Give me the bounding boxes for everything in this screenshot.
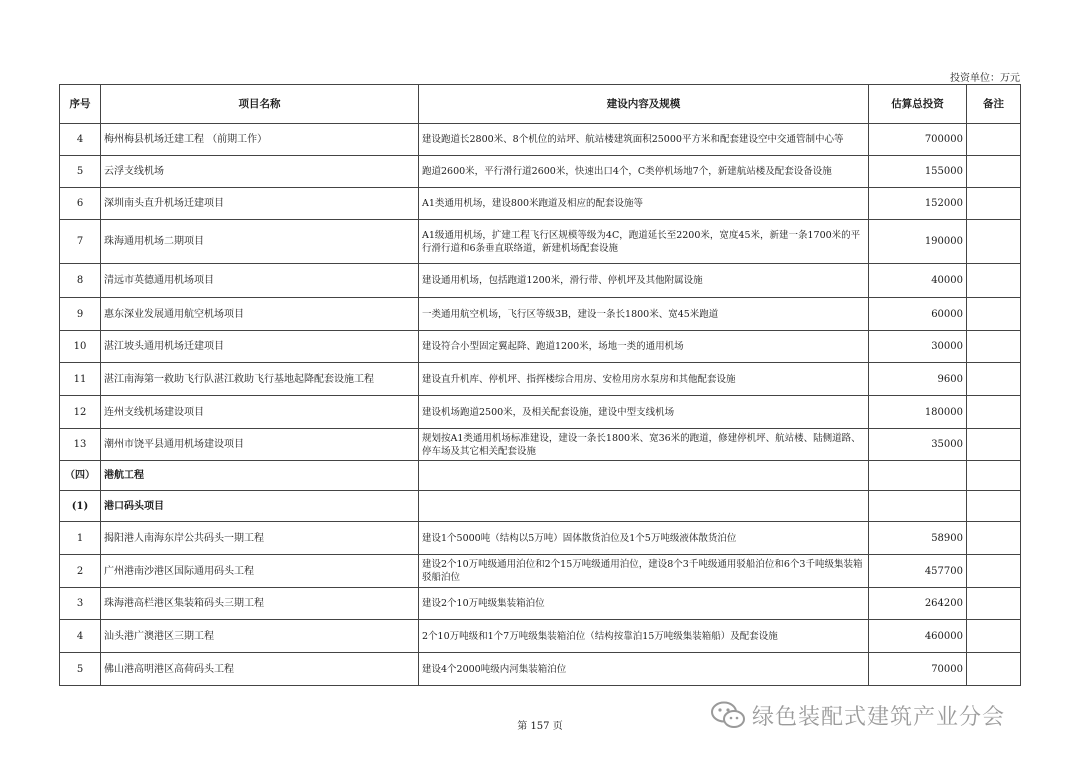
table-row	[60, 620, 1021, 653]
row-index: 7	[60, 220, 101, 264]
row-index: 10	[60, 331, 101, 363]
row-index: 8	[60, 264, 101, 298]
table-row	[60, 588, 1021, 620]
header-investment: 估算总投资	[869, 85, 967, 124]
table-row	[60, 363, 1021, 396]
project-content: 建设机场跑道2500米，及相关配套设施，建设中型支线机场	[419, 396, 869, 429]
project-investment: 264200	[869, 588, 967, 620]
project-remark	[967, 555, 1021, 588]
project-investment: 70000	[869, 653, 967, 686]
project-content: 一类通用航空机场，飞行区等级3B，建设一条长1800米、宽45米跑道	[419, 298, 869, 331]
project-investment: 152000	[869, 188, 967, 220]
page-number: 第 157 页	[517, 721, 563, 732]
project-investment: 180000	[869, 396, 967, 429]
project-name: 湛江坡头通用机场迁建项目	[101, 331, 419, 363]
table-row	[60, 264, 1021, 298]
table-row	[60, 396, 1021, 429]
project-name: 港口码头项目	[101, 491, 419, 522]
project-name: 揭阳港人南海东岸公共码头一期工程	[101, 522, 419, 555]
project-investment: 40000	[869, 264, 967, 298]
row-index: 2	[60, 555, 101, 588]
header-name: 项目名称	[101, 85, 419, 124]
project-name: 广州港南沙港区国际通用码头工程	[101, 555, 419, 588]
header-remark: 备注	[967, 85, 1021, 124]
project-remark	[967, 491, 1021, 522]
table-row	[60, 331, 1021, 363]
project-remark	[967, 588, 1021, 620]
row-index: 12	[60, 396, 101, 429]
table-row	[60, 124, 1021, 156]
project-content	[419, 491, 869, 522]
project-remark	[967, 396, 1021, 429]
project-content: 2个10万吨级和1个7万吨级集装箱泊位（结构按靠泊15万吨级集装箱船）及配套设施	[419, 620, 869, 653]
project-name: 汕头港广澳港区三期工程	[101, 620, 419, 653]
project-content: 建设跑道长2800米、8个机位的站坪、航站楼建筑面积25000平方米和配套建设空中交通管制中心等	[419, 124, 869, 156]
row-index: 13	[60, 429, 101, 461]
project-investment: 9600	[869, 363, 967, 396]
section-row	[60, 491, 1021, 522]
project-remark	[967, 220, 1021, 264]
table-row	[60, 156, 1021, 188]
investment-unit-label: 投资单位：万元	[950, 73, 1020, 84]
project-content	[419, 461, 869, 491]
header-row	[60, 85, 1021, 124]
project-name: 潮州市饶平县通用机场建设项目	[101, 429, 419, 461]
project-content: 跑道2600米，平行滑行道2600米，快速出口4个，C类停机场地7个，新建航站楼及配套设备设施	[419, 156, 869, 188]
project-name: 清远市英德通用机场项目	[101, 264, 419, 298]
project-content: 建设1个5000吨（结构以5万吨）固体散货泊位及1个5万吨级液体散货泊位	[419, 522, 869, 555]
watermark-text: 绿色装配式建筑产业分会	[752, 704, 1006, 730]
project-name: 深圳南头直升机场迁建项目	[101, 188, 419, 220]
row-index: 9	[60, 298, 101, 331]
section-row	[60, 461, 1021, 491]
project-remark	[967, 298, 1021, 331]
project-investment: 60000	[869, 298, 967, 331]
project-table	[59, 84, 1021, 686]
header-content: 建设内容及规模	[419, 85, 869, 124]
project-remark	[967, 363, 1021, 396]
row-index: （四）	[60, 461, 101, 491]
project-content: 建设2个10万吨级通用泊位和2个15万吨级通用泊位，建设8个3千吨级通用驳船泊位和6个3千吨级集装箱驳船泊位	[419, 555, 869, 588]
row-index: 5	[60, 653, 101, 686]
project-remark	[967, 331, 1021, 363]
project-content: 建设符合小型固定翼起降、跑道1200米，场地一类的通用机场	[419, 331, 869, 363]
row-index: 3	[60, 588, 101, 620]
project-name: 连州支线机场建设项目	[101, 396, 419, 429]
table-row	[60, 555, 1021, 588]
project-remark	[967, 620, 1021, 653]
project-name: 云浮支线机场	[101, 156, 419, 188]
header-index: 序号	[60, 85, 101, 124]
row-index: (1)	[60, 491, 101, 522]
watermark	[710, 698, 1005, 732]
project-remark	[967, 156, 1021, 188]
project-investment: 457700	[869, 555, 967, 588]
project-remark	[967, 264, 1021, 298]
project-content: 建设4个2000吨级内河集装箱泊位	[419, 653, 869, 686]
project-remark	[967, 522, 1021, 555]
project-name: 湛江南海第一救助飞行队湛江救助飞行基地起降配套设施工程	[101, 363, 419, 396]
row-index: 4	[60, 620, 101, 653]
project-investment	[869, 491, 967, 522]
table-row	[60, 653, 1021, 686]
project-remark	[967, 429, 1021, 461]
project-investment: 155000	[869, 156, 967, 188]
project-investment: 460000	[869, 620, 967, 653]
project-content: A1类通用机场，建设800米跑道及相应的配套设施等	[419, 188, 869, 220]
project-investment: 58900	[869, 522, 967, 555]
project-investment: 700000	[869, 124, 967, 156]
table-row	[60, 220, 1021, 264]
project-investment: 35000	[869, 429, 967, 461]
wechat-icon	[710, 700, 746, 730]
project-investment	[869, 461, 967, 491]
project-content: 建设直升机库、停机坪、指挥楼综合用房、安检用房水泵房和其他配套设施	[419, 363, 869, 396]
project-investment: 190000	[869, 220, 967, 264]
row-index: 11	[60, 363, 101, 396]
project-remark	[967, 461, 1021, 491]
project-content: 建设通用机场，包括跑道1200米，滑行带、停机坪及其他附属设施	[419, 264, 869, 298]
project-remark	[967, 188, 1021, 220]
project-remark	[967, 653, 1021, 686]
table-row	[60, 522, 1021, 555]
table-row	[60, 188, 1021, 220]
project-remark	[967, 124, 1021, 156]
project-content: 建设2个10万吨级集装箱泊位	[419, 588, 869, 620]
row-index: 5	[60, 156, 101, 188]
project-name: 惠东深业发展通用航空机场项目	[101, 298, 419, 331]
table-row	[60, 429, 1021, 461]
project-name: 港航工程	[101, 461, 419, 491]
project-name: 珠海通用机场二期项目	[101, 220, 419, 264]
row-index: 6	[60, 188, 101, 220]
project-investment: 30000	[869, 331, 967, 363]
table-row	[60, 298, 1021, 331]
project-name: 佛山港高明港区高荷码头工程	[101, 653, 419, 686]
row-index: 1	[60, 522, 101, 555]
row-index: 4	[60, 124, 101, 156]
project-name: 梅州梅县机场迁建工程 （前期工作）	[101, 124, 419, 156]
project-name: 珠海港高栏港区集装箱码头三期工程	[101, 588, 419, 620]
project-content: 规划按A1类通用机场标准建设，建设一条长1800米、宽36米的跑道，修建停机坪、航站楼、陆侧道路、停车场及其它相关配套设施	[419, 429, 869, 461]
project-content: A1级通用机场，扩建工程飞行区规模等级为4C，跑道延长至2200米，宽度45米，新建一条1700米的平行滑行道和6条垂直联络道，新建机场配套设施	[419, 220, 869, 264]
